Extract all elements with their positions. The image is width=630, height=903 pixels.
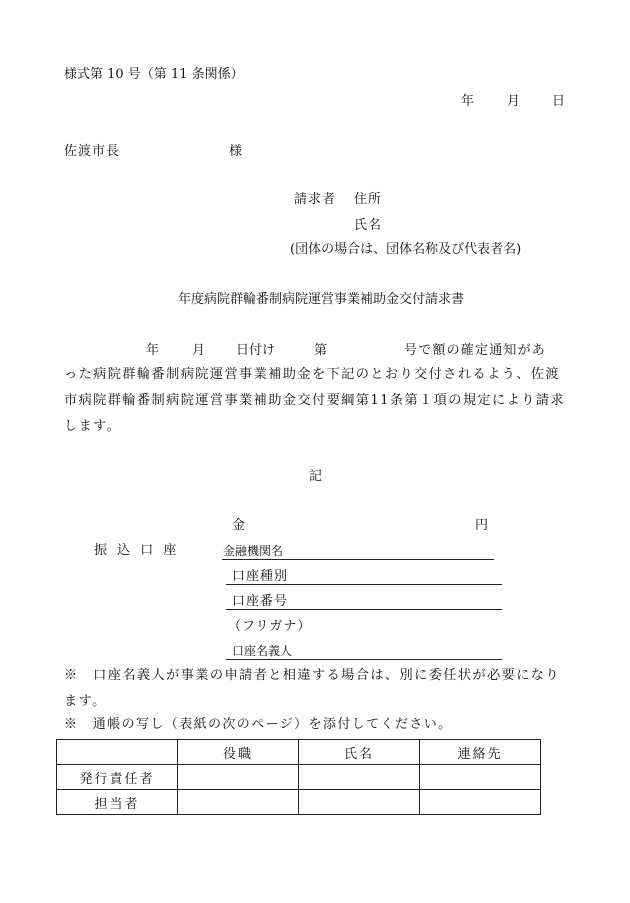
ki-mark: 記: [309, 469, 323, 484]
account-holder-label: 口座名義人: [232, 644, 293, 658]
body-dated: 日付け: [236, 343, 276, 358]
date-year: 年: [461, 94, 475, 109]
addressee-honorific: 様: [229, 144, 243, 159]
row-label-person-in-charge: 担当者: [57, 790, 178, 815]
date-month: 月: [507, 94, 521, 109]
transfer-heading: 振 込 口 座: [94, 543, 180, 558]
amount-label: 金: [232, 518, 246, 533]
table-row: [57, 765, 541, 790]
body-year: 年: [146, 343, 160, 358]
table-row: [57, 790, 541, 815]
person-position-cell[interactable]: [178, 790, 299, 815]
body-number-prefix: 第: [314, 343, 328, 358]
applicant-role-label: 請求者: [294, 192, 337, 207]
table-header-position: 役職: [178, 740, 299, 765]
date-day: 日: [552, 94, 566, 109]
row-label-issuer: 発行責任者: [57, 765, 178, 790]
note-2: ※ 通帳の写し（表紙の次のページ）を添付してください。: [64, 717, 453, 732]
account-number-line: [226, 609, 502, 610]
bank-name-line: [222, 559, 494, 560]
furigana-label: （フリガナ）: [228, 619, 312, 634]
amount-unit: 円: [475, 518, 489, 533]
account-type-label: 口座種別: [232, 569, 289, 584]
addressee-name: 佐渡市長: [64, 144, 121, 159]
bank-name-label: 金融機関名: [223, 544, 284, 558]
issuer-contact-cell[interactable]: [420, 765, 541, 790]
applicant-name-label: 氏名: [354, 218, 383, 233]
body-month: 月: [192, 343, 206, 358]
person-contact-cell[interactable]: [420, 790, 541, 815]
applicant-address-label: 住所: [354, 192, 383, 207]
table-header-name: 氏名: [299, 740, 420, 765]
account-type-line: [226, 584, 502, 585]
responsible-table: [56, 739, 541, 815]
account-number-label: 口座番号: [232, 594, 289, 609]
issuer-name-cell[interactable]: [299, 765, 420, 790]
table-header-row: [57, 740, 541, 765]
body-text: った病院群輪番制病院運営事業補助金を下記のとおり交付されるよう、佐渡市病院群輪番制病院運営事業補助金交付要綱第11条第１項の規定により請求します。: [64, 367, 565, 434]
person-name-cell[interactable]: [299, 790, 420, 815]
body-number-suffix: 号で額の確定通知があ: [404, 343, 547, 358]
note-1: ※ 口座名義人が事業の申請者と相違する場合は、別に委任状が必要になります。: [64, 668, 560, 709]
account-holder-line: [226, 659, 502, 660]
document-title: 年度病院群輪番制病院運営事業補助金交付請求書: [178, 292, 465, 307]
applicant-group-note: (団体の場合は、団体名称及び代表者名): [290, 242, 522, 257]
issuer-position-cell[interactable]: [178, 765, 299, 790]
table-header-contact: 連絡先: [420, 740, 541, 765]
form-number: 様式第 10 号（第 11 条関係）: [64, 67, 244, 82]
table-header-blank: [57, 740, 178, 765]
